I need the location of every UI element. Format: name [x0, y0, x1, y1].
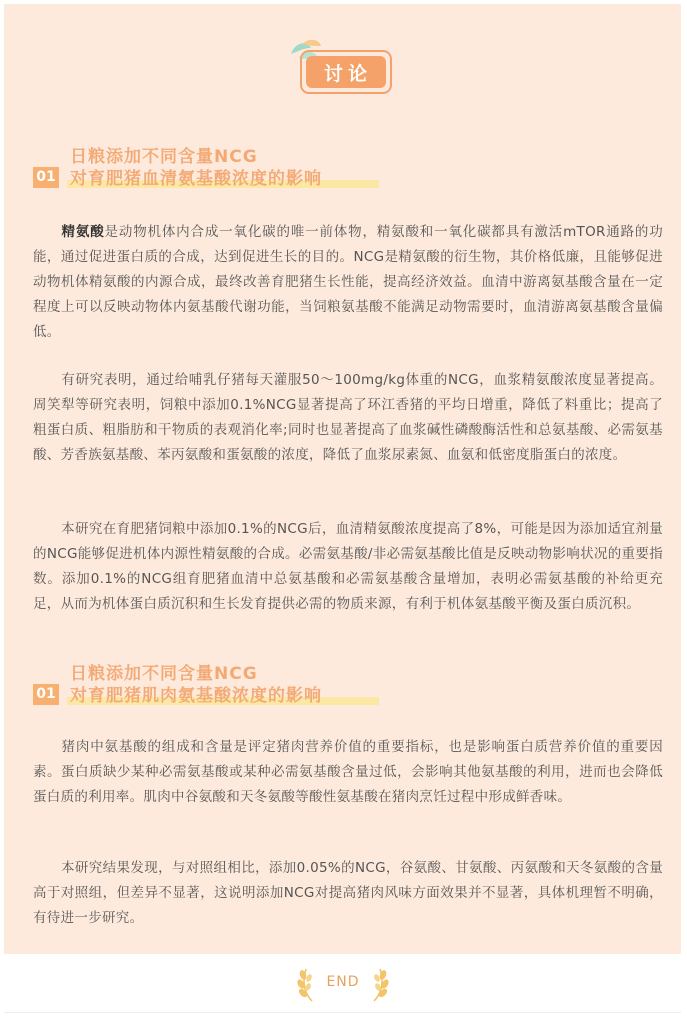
section-title-line1: 日粮添加不同含量NCG	[70, 664, 258, 684]
end-marker	[296, 965, 390, 1003]
paragraph-text: 猪肉中氨基酸的组成和含量是评定猪肉营养价值的重要指标，也是影响蛋白质营养价值的重要因素。蛋白质缺少某种必需氨基酸或某种必需氨基酸含量过低，会影响其他氨基酸的利用，进而也会降低蛋白质的利用率。肌肉中谷氨酸和天冬氨酸等酸性氨基酸在猪肉烹饪过程中形成鲜香味。	[33, 739, 663, 805]
lead-term: 精氨酸	[61, 224, 105, 240]
paragraph-2	[33, 368, 663, 468]
paragraph-5	[33, 856, 663, 931]
section-title-line2: 对育肥猪肌肉氨基酸浓度的影响	[70, 686, 322, 706]
paragraph-text: 有研究表明，通过给哺乳仔猪每天灌服50～100mg/kg体重的NCG，血浆精氨酸浓度显著提高。周笑犁等研究表明，饲粮中添加0.1%NCG显著提高了环江香猪的平均日增重，降低了料重比；提高了粗蛋白质、粗脂肪和干物质的表观消化率;同时也显著提高了血浆碱性磷酸酶活性和总氨基酸、必需氨基酸、芳香族氨基酸、苯丙氨酸和蛋氨酸的浓度，降低了血浆尿素氮、血氨和低密度脂蛋白的浓度。	[33, 372, 663, 463]
paragraph-3	[33, 517, 663, 617]
paragraph-text: 是动物机体内合成一氧化碳的唯一前体物，精氨酸和一氧化碳都具有激活mTOR通路的功能，通过促进蛋白质的合成，达到促进生长的目的。NCG是精氨酸的衍生物，其价格低廉，且能够促进动物机体精氨酸的内源合成，最终改善育肥猪生长性能，提高经济效益。血清中游离氨基酸含量在一定程度上可以反映动物体内氨基酸代谢功能，当饲粮氨基酸不能满足动物需要时，血清游离氨基酸含量偏低。	[33, 224, 664, 340]
section-number: 01	[33, 684, 59, 705]
paragraph-4	[33, 735, 663, 810]
content-panel	[4, 4, 681, 954]
paragraph-text: 本研究结果发现，与对照组相比，添加0.05%的NCG，谷氨酸、甘氨酸、丙氨酸和天冬氨酸的含量高于对照组，但差异不显著，这说明添加NCG对提高猪肉风味方面效果并不显著，具体机理暂不明确，有待进一步研究。	[33, 860, 663, 926]
discussion-badge-label: 讨论	[306, 56, 386, 88]
section-title-line1: 日粮添加不同含量NCG	[70, 147, 258, 167]
section-number: 01	[33, 167, 59, 188]
section-title-line2: 对育肥猪血清氨基酸浓度的影响	[70, 169, 322, 189]
section-heading-2	[33, 659, 373, 709]
paragraph-text: 本研究在育肥猪饲粮中添加0.1%的NCG后，血清精氨酸浓度提高了8%，可能是因为添加适宜剂量的NCG能够促进机体内源性精氨酸的合成。必需氨基酸/非必需氨基酸比值是反映动物影响状况的重要指数。添加0.1%的NCG组育肥猪血清中总氨基酸和必需氨基酸含量增加，表明必需氨基酸的补给更充足，从而为机体蛋白质沉积和生长发育提供必需的物质来源，有利于机体氨基酸平衡及蛋白质沉积。	[33, 521, 663, 612]
end-label: END	[326, 974, 360, 990]
footer-divider	[4, 1012, 681, 1013]
paragraph-1	[33, 220, 663, 345]
discussion-badge	[300, 50, 392, 94]
section-heading-1	[33, 142, 373, 192]
laurel-right-icon	[370, 965, 390, 1003]
